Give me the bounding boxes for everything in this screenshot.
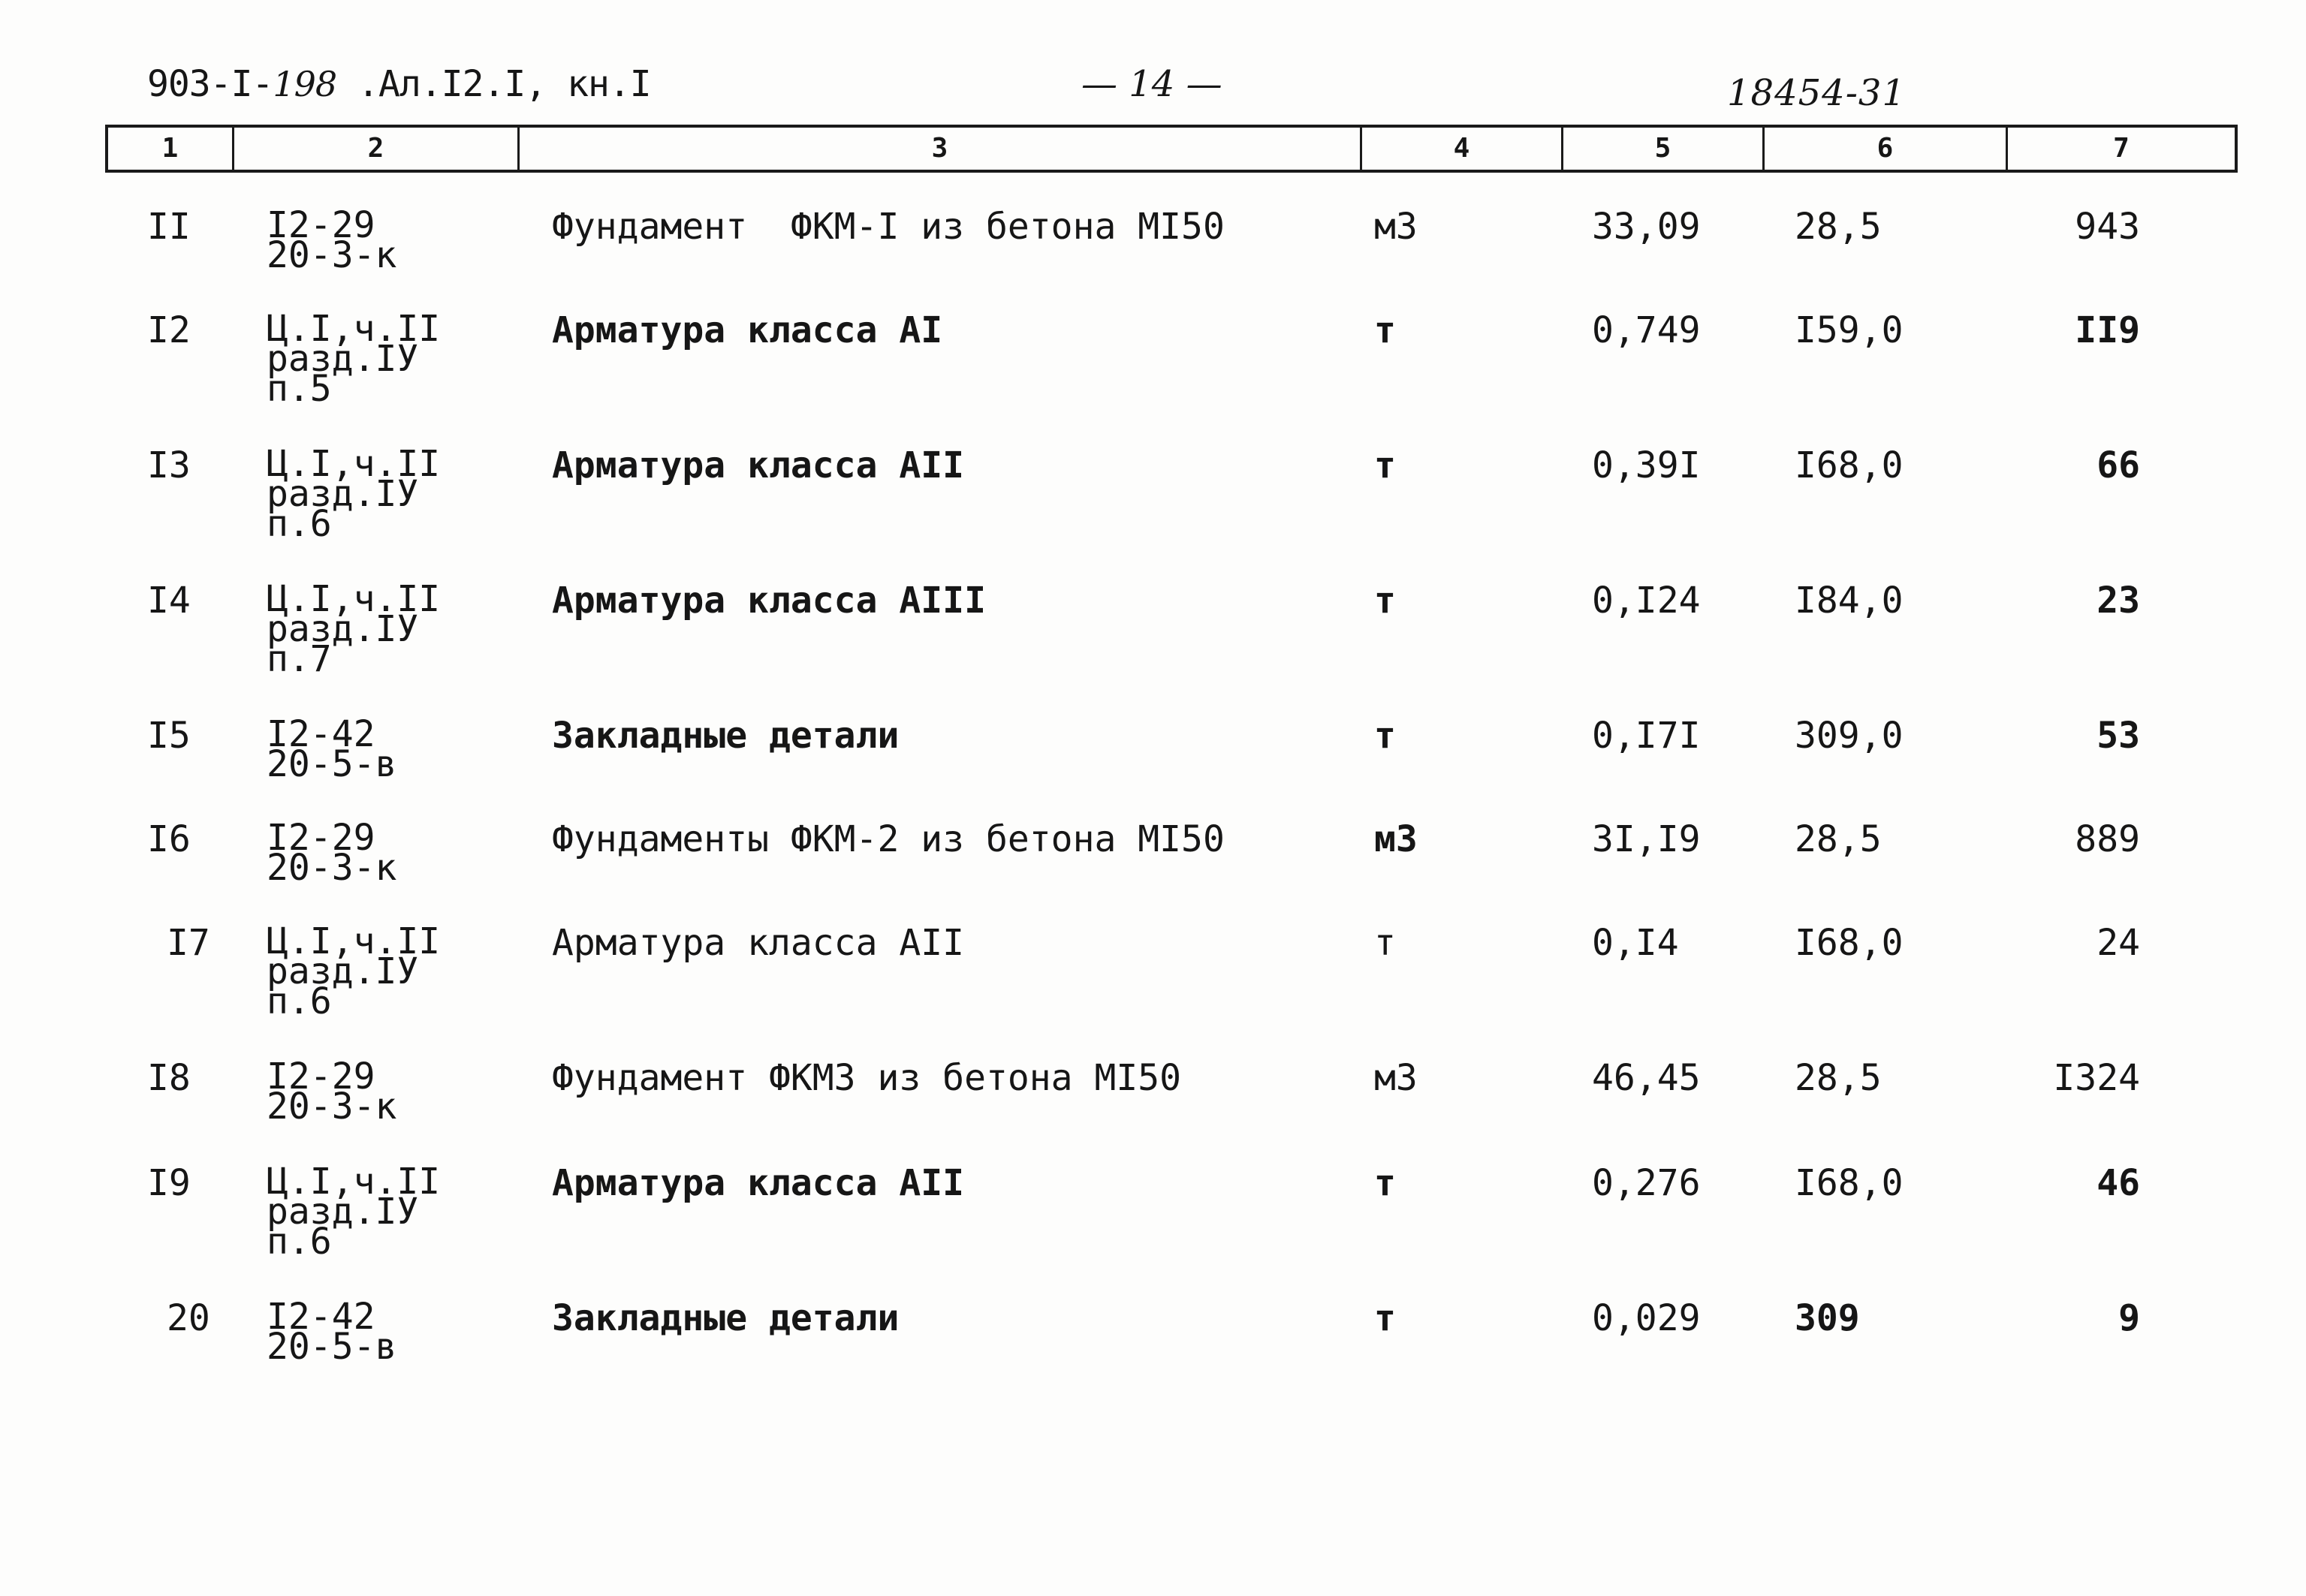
row-unit-price: I59,0: [1795, 309, 1904, 351]
row-total: 66: [2097, 444, 2140, 486]
row-number: I8: [147, 1057, 191, 1099]
column-header-4: 4: [1362, 128, 1563, 170]
row-item-name: Арматура класса АII: [552, 922, 965, 964]
column-header-3: 3: [520, 128, 1362, 170]
row-unit-price: 309: [1795, 1297, 1860, 1339]
row-unit-price: 28,5: [1795, 206, 1882, 248]
row-quantity: 0,276: [1592, 1162, 1701, 1204]
row-norm-code: Ц.I,ч.II разд.IУ п.6: [267, 920, 441, 1022]
column-header-2: 2: [234, 128, 520, 170]
row-unit-price: 309,0: [1795, 715, 1904, 757]
row-item-name: Закладные детали: [552, 1297, 900, 1339]
row-total: 24: [2097, 922, 2140, 964]
row-norm-code: Ц.I,ч.II разд.IУ п.6: [267, 1161, 441, 1263]
row-total: I324: [2053, 1057, 2140, 1099]
row-unit: м3: [1374, 206, 1418, 248]
row-unit-price: I68,0: [1795, 444, 1904, 486]
column-header-7: 7: [2113, 133, 2130, 164]
row-number: I2: [147, 309, 191, 351]
row-norm-code: Ц.I,ч.II разд.IУ п.7: [267, 578, 441, 680]
row-unit: т: [1374, 580, 1396, 622]
column-header-5: 5: [1563, 128, 1765, 170]
column-header-1: 1: [108, 128, 234, 170]
row-number: I7: [167, 922, 210, 964]
row-total: 9: [2118, 1297, 2140, 1339]
row-total: 53: [2097, 715, 2140, 757]
row-unit: т: [1374, 715, 1396, 757]
doc-ref-suffix: .Ал.I2.I, кн.I: [336, 63, 651, 105]
row-item-name: Фундаменты ФКМ-2 из бетона МI50: [552, 818, 1225, 860]
row-number: I5: [147, 715, 191, 757]
row-quantity: 0,I7I: [1592, 715, 1701, 757]
row-number: I3: [147, 444, 191, 486]
row-unit-price: 28,5: [1795, 1057, 1882, 1099]
row-total: II9: [2075, 309, 2140, 351]
row-unit: т: [1374, 444, 1396, 486]
row-number: I4: [147, 580, 191, 622]
row-norm-code: I2-42 20-5-в: [267, 713, 397, 785]
row-unit: т: [1374, 1297, 1396, 1339]
row-unit-price: I84,0: [1795, 580, 1904, 622]
row-item-name: Арматура класса АII: [552, 444, 965, 486]
row-unit: т: [1374, 922, 1396, 964]
row-unit: м3: [1374, 1057, 1418, 1099]
row-total: 23: [2097, 580, 2140, 622]
row-norm-code: I2-42 20-5-в: [267, 1296, 397, 1368]
row-norm-code: I2-29 20-3-к: [267, 204, 397, 276]
row-unit: м3: [1374, 818, 1418, 860]
row-quantity: 0,I24: [1592, 580, 1701, 622]
row-total: 889: [2075, 818, 2140, 860]
row-item-name: Фундамент ФКМ-I из бетона МI50: [552, 206, 1225, 248]
row-item-name: Арматура класса АIII: [552, 580, 986, 622]
row-quantity: 0,029: [1592, 1297, 1701, 1339]
handwritten-code: 18454-31: [1727, 72, 1906, 114]
row-unit: т: [1374, 1162, 1396, 1204]
row-item-name: Арматура класса АI: [552, 309, 943, 351]
row-quantity: 46,45: [1592, 1057, 1701, 1099]
row-item-name: Арматура класса АII: [552, 1162, 965, 1204]
row-quantity: 0,I4: [1592, 922, 1679, 964]
row-number: 20: [167, 1297, 210, 1339]
column-header-band: [105, 125, 2238, 173]
row-item-name: Фундамент ФКМ3 из бетона МI50: [552, 1057, 1182, 1099]
row-norm-code: I2-29 20-3-к: [267, 817, 397, 889]
row-number: I9: [147, 1162, 191, 1204]
row-norm-code: Ц.I,ч.II разд.IУ п.6: [267, 443, 441, 545]
row-item-name: Закладные детали: [552, 715, 900, 757]
row-norm-code: Ц.I,ч.II разд.IУ п.5: [267, 308, 441, 410]
row-unit-price: I68,0: [1795, 922, 1904, 964]
row-total: 943: [2075, 206, 2140, 248]
row-norm-code: I2-29 20-3-к: [267, 1055, 397, 1128]
row-quantity: 0,749: [1592, 309, 1701, 351]
row-number: I6: [147, 818, 191, 860]
column-header-6: 6: [1765, 128, 2008, 170]
row-quantity: 0,39I: [1592, 444, 1701, 486]
doc-ref-prefix: 903-I-: [147, 63, 273, 105]
row-quantity: 3I,I9: [1592, 818, 1701, 860]
row-number: II: [147, 206, 191, 248]
row-total: 46: [2097, 1162, 2140, 1204]
row-quantity: 33,09: [1592, 206, 1701, 248]
doc-ref-handwritten: 198: [273, 64, 337, 104]
row-unit-price: 28,5: [1795, 818, 1882, 860]
row-unit-price: I68,0: [1795, 1162, 1904, 1204]
document-reference: [147, 63, 651, 105]
page-number: — 14 —: [1081, 63, 1222, 105]
row-unit: т: [1374, 309, 1396, 351]
